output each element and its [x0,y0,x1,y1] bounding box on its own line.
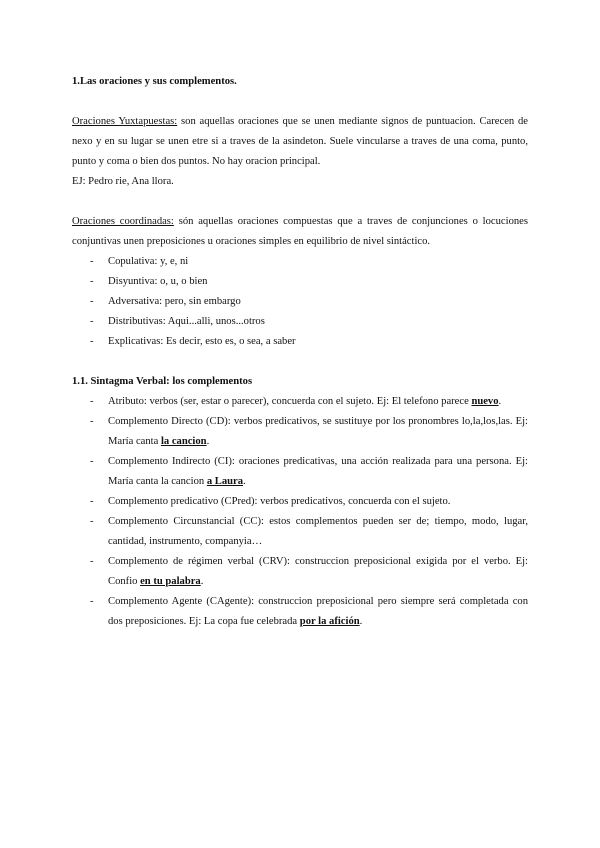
document-content [72,72,528,632]
list-item-text: Adversativa: pero, sin embargo [108,296,241,307]
coordinadas-paragraph [72,212,528,252]
list-marker: - [90,256,94,267]
list-item-text: Disyuntiva: o, u, o bien [108,276,208,287]
example-emphasis: por la afición [299,616,360,627]
list-marker: - [90,556,94,567]
list-marker: - [90,316,94,327]
list-item-end: . [200,576,204,587]
list-item [72,552,528,592]
complementos-list [72,392,528,632]
list-marker: - [90,276,94,287]
list-item [72,492,528,512]
list-marker: - [90,496,94,507]
list-marker: - [90,456,94,467]
example-emphasis: a Laura [206,476,244,487]
list-marker: - [90,516,94,527]
example-emphasis: en tu palabra [140,576,201,587]
yuxtapuestas-paragraph [72,112,528,172]
list-item-end: . [206,436,210,447]
list-marker: - [90,596,94,607]
list-marker: - [90,416,94,427]
list-item-text: Distributivas: Aqui...alli, unos...otros [108,316,265,327]
list-item-text: Atributo: verbos (ser, estar o parecer), concuerda con el sujeto. Ej: El telefono parece [108,396,472,407]
list-item [72,392,528,412]
list-marker: - [90,396,94,407]
list-item [72,412,528,452]
list-item [72,272,528,292]
spacer [72,352,528,372]
list-item [72,452,528,492]
section-heading: 1.1. Sintagma Verbal: los complementos [72,376,253,387]
list-marker: - [90,296,94,307]
list-marker: - [90,336,94,347]
coordinadas-list [72,252,528,352]
list-item-text: Complemento predicativo (CPred): verbos predicativos, concuerda con el sujeto. [108,496,451,507]
list-item-end: . [498,396,502,407]
list-item [72,592,528,632]
list-item [72,332,528,352]
list-item-text: Copulativa: y, e, ni [108,256,189,267]
yuxtapuestas-term: Oraciones Yuxtapuestas: [72,116,178,127]
list-item-text: Complemento Circunstancial (CC): estos complementos pueden ser de; tiempo, modo, lugar, cantidad, instrumento, companyia… [108,516,528,547]
list-item [72,292,528,312]
document-title: 1.Las oraciones y sus complementos. [72,76,237,87]
spacer [72,192,528,212]
list-item-end: . [243,476,246,487]
list-item-text: Complemento Directo (CD): verbos predicativos, se sustituye por los pronombres lo,la,los,las. Ej: María canta [108,416,528,447]
list-item-text: Complemento de régimen verbal (CRV): construccion preposicional exigida por el verbo. Ej: Confio [108,556,528,587]
list-item [72,312,528,332]
list-item-end: . [359,616,363,627]
coordinadas-term: Oraciones coordinadas: [72,216,174,227]
list-item [72,252,528,272]
list-item-text: Complemento Indirecto (CI): oraciones predicativas, una acción realizada para una persona. Ej: María canta la cancion [108,456,528,487]
example-emphasis: nuevo [471,396,499,407]
yuxtapuestas-text: son aquellas oraciones que se unen mediante signos de puntuacion. Carecen de nexo y en su lugar se unen etre si a traves de la asindeton. Suele vincularse a traves de una coma, punto, punto y coma o bien dos puntos. No hay oracion principal. [72,116,528,167]
list-item-text: Complemento Agente (CAgente): construccion preposicional pero siempre será completada con dos preposiciones. Ej: La copa fue celebrada [108,596,528,627]
spacer [72,92,528,112]
example-emphasis: la cancion [160,436,207,447]
coordinadas-text: són aquellas oraciones compuestas que a traves de conjunciones o locuciones conjuntivas unen preposiciones u oraciones simples en equilibrio de nivel sintáctico. [72,216,528,247]
list-item [72,512,528,552]
yuxtapuestas-example: EJ: Pedro rie, Ana llora. [72,176,174,187]
list-item-text: Explicativas: Es decir, esto es, o sea, a saber [108,336,296,347]
